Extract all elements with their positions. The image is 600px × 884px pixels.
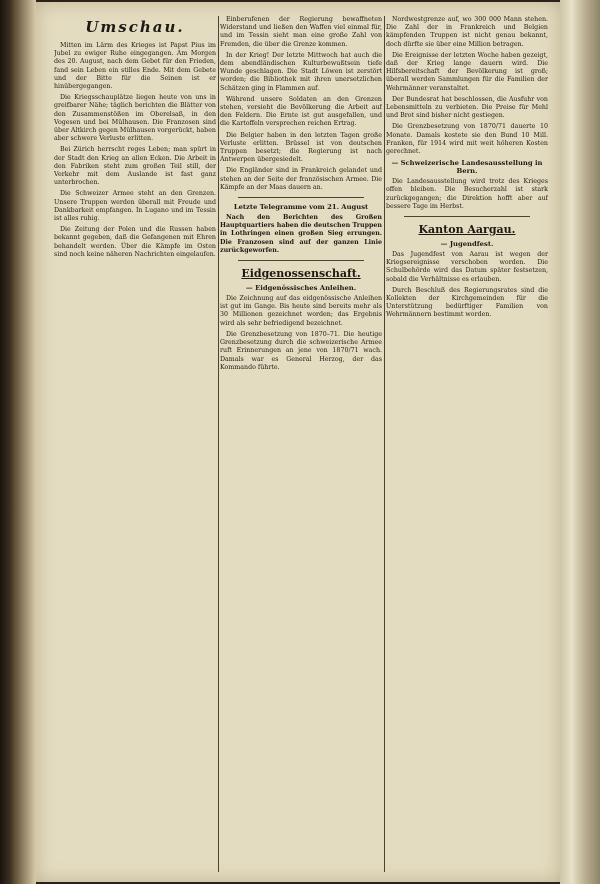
article-paragraph: Die Ereignisse der letzten Woche haben gezeigt, daß der Krieg lange dauern wird. Die Hilfsbereitschaft der Bevölkerung ist groß; überall werden Sammlungen für die Familien der Wehrmänner veranstaltet. (386, 51, 548, 92)
divider (238, 197, 364, 198)
divider (404, 216, 530, 217)
article-paragraph: Die Schweizer Armee steht an den Grenzen. Unsere Truppen werden überall mit Freude und Dankbarkeit empfangen. In Lugano und im Tessin ist alles ruhig. (54, 190, 216, 223)
article-paragraph: Die Zeitung der Polen und die Russen haben bekannt gegeben, daß die Gefangenen mit Ehren behandelt werden. Über die Kämpfe im Osten sind noch keine näheren Nachrichten eingelaufen. (54, 226, 216, 258)
book-spine-shadow (0, 0, 14, 884)
article-paragraph: Einberufenen der Regierung bewaffneten Widerstand und ließen den Waffen viel einmal für, und im Tessin sieht man eine große Zahl von Fremden, die über die Grenze kommen. (220, 16, 382, 48)
article-paragraph: Die Zeichnung auf das eidgenössische Anleihen ist gut im Gange. Bis heute sind bereits mehr als 30 Millionen gezeichnet worden; das Ergebnis wird als sehr befriedigend bezeichnet. (220, 295, 382, 327)
telegram-heading: Letzte Telegramme vom 21. August (233, 203, 369, 212)
article-paragraph: Durch Beschluß des Regierungsrates sind die Kollekten der Kirchgemeinden für die Unterstützung bedürftiger Familien von Wehrmännern bestimmt worden. (386, 286, 548, 319)
article-paragraph: Der Bundesrat hat beschlossen, die Ausfuhr von Lebensmitteln zu verbieten. Die Preise für Mehl und Brot sind bisher nicht gestiegen. (386, 95, 548, 120)
section-title-eidgenossenschaft: Eidgenossenschaft. (241, 267, 361, 281)
newspaper-page (36, 2, 560, 882)
column-right (386, 16, 548, 872)
book-gutter (14, 0, 36, 884)
column-rule (384, 16, 385, 872)
article-paragraph: Die Belgier haben in den letzten Tagen große Verluste erlitten. Brüssel ist von deutschen Truppen besetzt; die Regierung ist nach Antwerpen übergesiedelt. (220, 131, 382, 164)
article-paragraph: Die Grenzbesetzung von 1870–71. Die heutige Grenzbesetzung durch die schweizerische Armee ruft Erinnerungen an jene von 1870/71 wach. Damals war es General Herzog, der das Kommando führte. (220, 330, 382, 371)
column-rule (218, 16, 219, 872)
article-paragraph: Die Kriegsschauplätze liegen heute von uns in greifbarer Nähe; täglich berichten die Blätter von den Zusammenstößen im Oberelsaß, in den Vogesen und bei Mülhausen. Die Franzosen sind über Altkirch gegen Mülhausen vorgerückt, haben aber schwere Verluste erlitten. (54, 94, 216, 143)
article-paragraph: Die Landesausstellung wird trotz des Krieges offen bleiben. Die Besucherzahl ist stark zurückgegangen; die Direktion hofft aber auf bessere Tage im Herbst. (386, 178, 548, 210)
column-middle (220, 16, 382, 872)
article-subheading: — Jugendfest. (440, 240, 494, 249)
telegram-text: Nach den Berichten des Großen Hauptquartiers haben die deutschen Truppen in Lothringen einen großen Sieg errungen. Die Franzosen sind auf der ganzen Linie zurückgeworfen. (220, 214, 382, 254)
page-edge-stack (560, 0, 600, 884)
section-title-umschau: Umschau. (85, 18, 185, 36)
article-paragraph: Bei Zürich herrscht reges Leben; man spürt in der Stadt den Krieg an allen Ecken. Die Arbeit in den Fabriken steht zum großen Teil still, der Verkehr mit dem Auslande ist fast ganz unterbrochen. (54, 146, 216, 187)
column-left (54, 16, 216, 872)
article-paragraph: In der Krieg! Der letzte Mittwoch hat auch die dem abendländischen Kulturbewußtsein tiefe Wunde geschlagen. Die Stadt Löwen ist zerstört worden; die Bibliothek mit ihren unersetzlichen Schätzen ging in Flammen auf. (220, 51, 382, 92)
article-paragraph: Die Grenzbesetzung von 1870/71 dauerte 10 Monate. Damals kostete sie den Bund 10 Mill. Franken, für 1914 wird mit weit höheren Kosten gerechnet. (386, 123, 548, 156)
article-paragraph: Während unsere Soldaten an den Grenzen stehen, versieht die Bevölkerung die Arbeit auf den Feldern. Die Ernte ist gut ausgefallen, und die Kartoffeln versprechen reichen Ertrag. (220, 95, 382, 128)
article-subheading: — Schweizerische Landesausstellung in Bern. (391, 159, 543, 176)
article-paragraph: Nordwestgrenze auf, wo 300 000 Mann stehen. Die Zahl der in Frankreich und Belgien kämpfenden Truppen ist nicht genau bekannt, doch dürfte sie über eine Million betragen. (386, 16, 548, 48)
article-paragraph: Das Jugendfest von Aarau ist wegen der Kriegsereignisse verschoben worden. Die Schulbehörde wird das Datum später festsetzen, sobald die Verhältnisse es erlauben. (386, 251, 548, 283)
article-paragraph: Die Engländer sind in Frankreich gelandet und stehen an der Seite der französischen Armee. Die Kämpfe an der Maas dauern an. (220, 167, 382, 191)
divider (238, 260, 364, 261)
article-subheading: — Eidgenössisches Anleihen. (245, 284, 357, 293)
section-title-kanton-aargau: Kanton Aargau. (418, 223, 516, 237)
article-paragraph: Mitten im Lärm des Krieges ist Papst Pius im Jubel zu ewiger Ruhe eingegangen. Am Morgen des 20. August, nach dem Gebet für den Frieden, fand sein Leben ein stilles Ende. Mit dem Gebete und der Bitte für die Seinen ist er hinübergegangen. (54, 42, 216, 91)
